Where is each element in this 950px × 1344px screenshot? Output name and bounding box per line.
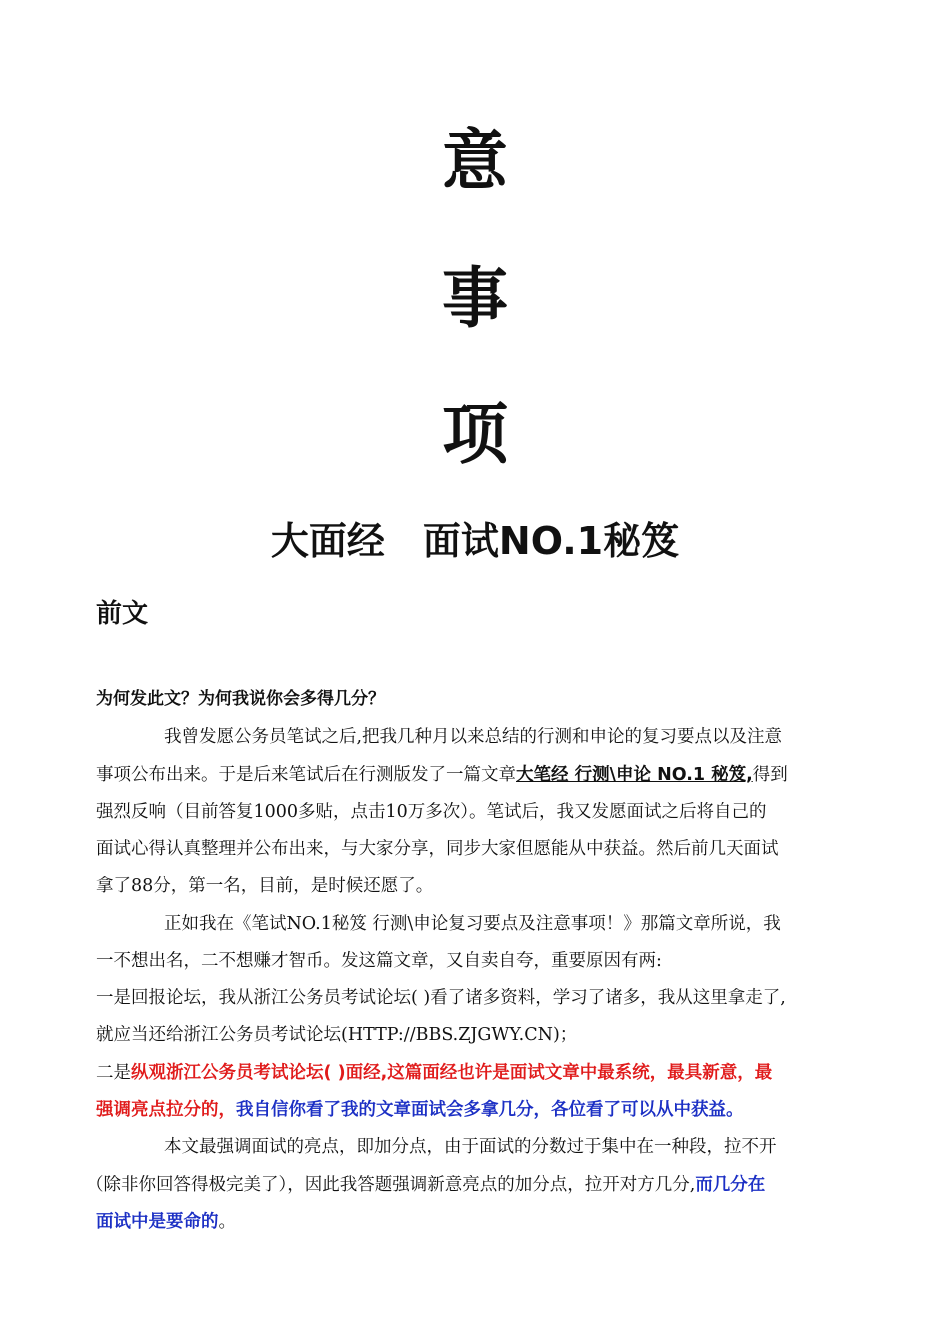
document-subtitle: 大面经 面试NO.1秘笈 (270, 519, 680, 563)
p2-line-1: 正如我在《笔试NO.1秘笈 行测\申论复习要点及注意事项！》那篇文章所说，我 (164, 914, 781, 934)
title-char-yi: 意 (442, 122, 508, 199)
p4-line-2 (86, 1172, 765, 1198)
p4-line-2-text: （除非你回答得极完美了），因此我答题强调新意亮点的加分点，拉开对方几分, (86, 1175, 696, 1195)
p4-blue-text-1: 而几分在 (695, 1175, 766, 1195)
article-link[interactable]: 大笔经 行测\申论 NO.1 秘笈, (516, 765, 753, 785)
p4-line-3 (96, 1209, 236, 1235)
p3-red-text-2: 强调亮点拉分的， (96, 1100, 236, 1120)
p4-blue-text-2: 面试中是要命的 (96, 1212, 219, 1232)
question-heading: 为何发此文？为何我说你会多得几分？ (96, 689, 385, 709)
p1-line-2-text: 事项公布出来。于是后来笔试后在行测版发了一篇文章 (96, 765, 516, 785)
title-char-xiang: 项 (442, 396, 508, 473)
section-heading: 前文 (96, 599, 149, 629)
p3-line-1 (96, 1060, 772, 1086)
p4-line-1: 本文最强调面试的亮点，即加分点，由于面试的分数过于集中在一种段，拉不开 (164, 1137, 777, 1157)
p1-line-3: 强烈反响（目前答复1000多贴，点击10万多次）。笔试后，我又发愿面试之后将自己的 (96, 802, 767, 822)
p3-prefix: 二是 (96, 1063, 131, 1083)
p1-line-1: 我曾发愿公务员笔试之后,把我几种月以来总结的行测和申论的复习要点以及注意 (164, 727, 783, 747)
p2-line-4: 就应当还给浙江公务员考试论坛(HTTP://BBS.ZJGWY.CN)； (96, 1025, 578, 1045)
p1-line-4: 面试心得认真整理并公布出来，与大家分享，同步大家但愿能从中获益。然后前几天面试 (96, 839, 779, 859)
p3-blue-text: 我自信你看了我的文章面试会多拿几分，各位看了可以从中获益。 (236, 1100, 744, 1120)
p1-line-5: 拿了88分，第一名，目前，是时候还愿了。 (96, 876, 434, 896)
p4-line-3-end: 。 (218, 1212, 236, 1232)
p1-line-2 (96, 762, 788, 788)
p3-line-2 (96, 1097, 744, 1123)
p3-red-text-1: 纵观浙江公务员考试论坛( )面经,这篇面经也许是面试文章中最系统，最具新意，最 (131, 1063, 773, 1083)
p1-line-2-end: 得到 (752, 765, 788, 785)
p2-line-3: 一是回报论坛，我从浙江公务员考试论坛( )看了诸多资料，学习了诸多，我从这里拿走了, (96, 988, 786, 1008)
title-char-shi: 事 (442, 260, 508, 337)
p2-line-2: 一不想出名，二不想赚才智币。发这篇文章，又自卖自夸，重要原因有两: (96, 951, 662, 971)
